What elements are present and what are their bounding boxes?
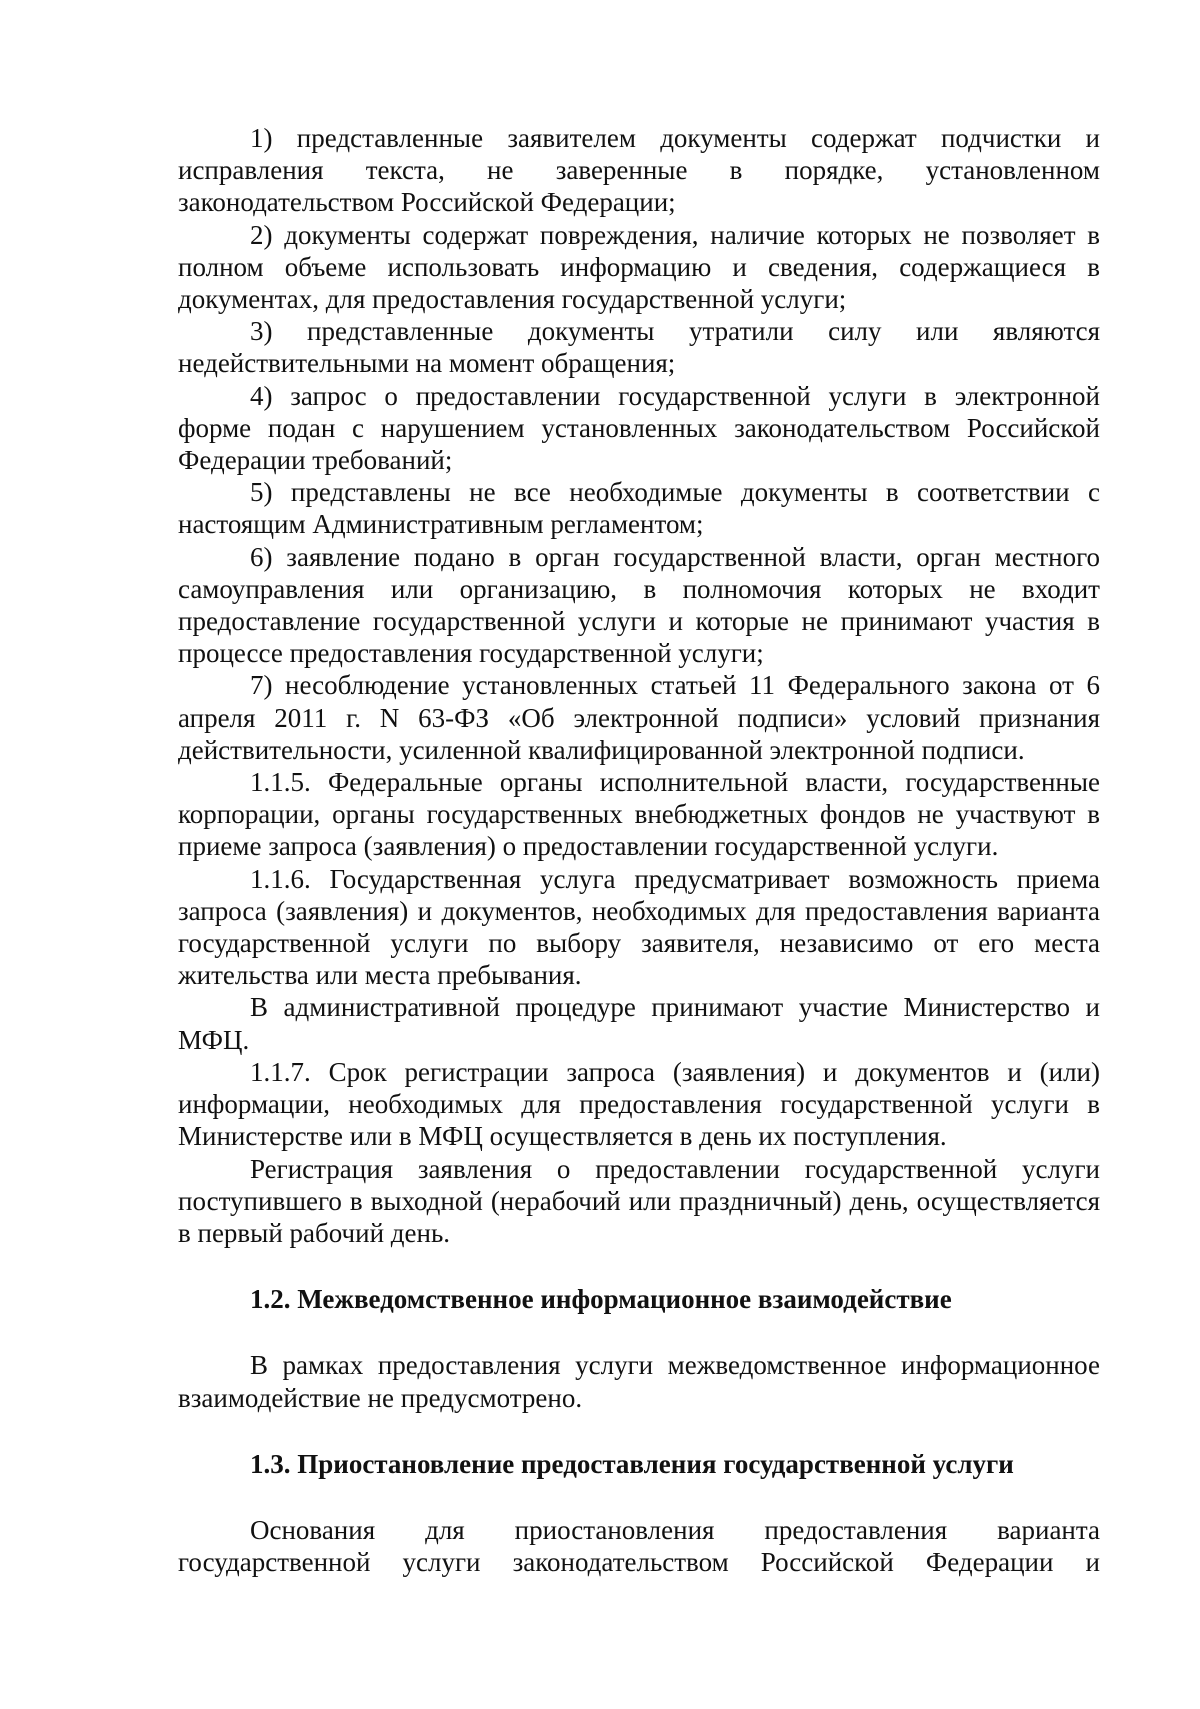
- section-heading-1-3: 1.3. Приостановление предоставления государственной услуги: [250, 1448, 1014, 1479]
- spacer: [178, 1315, 1100, 1349]
- list-item-5: 5) представлены не все необходимые документы в соответствии с настоящим Административным регламентом;: [178, 477, 1100, 540]
- spacer: [178, 1480, 1100, 1514]
- spacer: [178, 1414, 1100, 1448]
- clause-1-1-6: 1.1.6. Государственная услуга предусматривает возможность приема запроса (заявления) и документов, необходимых для предоставления варианта государственной услуги по выбору заявителя, независимо от его места жительства или места пребывания.: [178, 863, 1100, 991]
- section-1-2-text: В рамках предоставления услуги межведомственное информационное взаимодействие не предусмотрено.: [178, 1350, 1100, 1413]
- list-item-7: 7) несоблюдение установленных статьей 11 Федерального закона от 6 апреля 2011 г. N 63-ФЗ «Об электронной подписи» условий признания действительности, усиленной квалифицированной электронной подписи.: [178, 670, 1100, 765]
- list-item-3: 3) представленные документы утратили силу или являются недействительными на момент обращения;: [178, 316, 1100, 379]
- list-item-4: 4) запрос о предоставлении государственной услуги в электронной форме подан с нарушением установленных законодательством Российской Федерации требований;: [178, 380, 1100, 476]
- clause-1-1-7: 1.1.7. Срок регистрации запроса (заявления) и документов и (или) информации, необходимых для предоставления государственной услуги в Министерстве или в МФЦ осуществляется в день их поступления.: [178, 1056, 1100, 1152]
- clause-1-1-5: 1.1.5. Федеральные органы исполнительной власти, государственные корпорации, органы государственных внебюджетных фондов не участвуют в приеме запроса (заявления) о предоставлении государственной услуги.: [178, 767, 1100, 862]
- section-1-3-text: Основания для приостановления предоставления варианта государственной услуги законодательством Российской Федерации и: [178, 1514, 1100, 1578]
- list-item-6: 6) заявление подано в орган государственной власти, орган местного самоуправления или организацию, в полномочия которых не входит предоставление государственной услуги и которые не принимают участия в процессе предоставления государственной услуги;: [178, 541, 1100, 669]
- document-body: [178, 122, 1100, 1578]
- spacer: [178, 1249, 1100, 1283]
- registration-paragraph: Регистрация заявления о предоставлении государственной услуги поступившего в выходной (нерабочий или праздничный) день, осуществляется в первый рабочий день.: [178, 1153, 1100, 1248]
- section-heading-1-2: 1.2. Межведомственное информационное взаимодействие: [250, 1284, 952, 1315]
- list-item-2: 2) документы содержат повреждения, наличие которых не позволяет в полном объеме использовать информацию и сведения, содержащиеся в документах, для предоставления государственной услуги;: [178, 219, 1100, 315]
- list-item-1: 1) представленные заявителем документы содержат подчистки и исправления текста, не заверенные в порядке, установленном законодательством Российской Федерации;: [178, 123, 1100, 218]
- participants-paragraph: В административной процедуре принимают участие Министерство и МФЦ.: [178, 992, 1100, 1055]
